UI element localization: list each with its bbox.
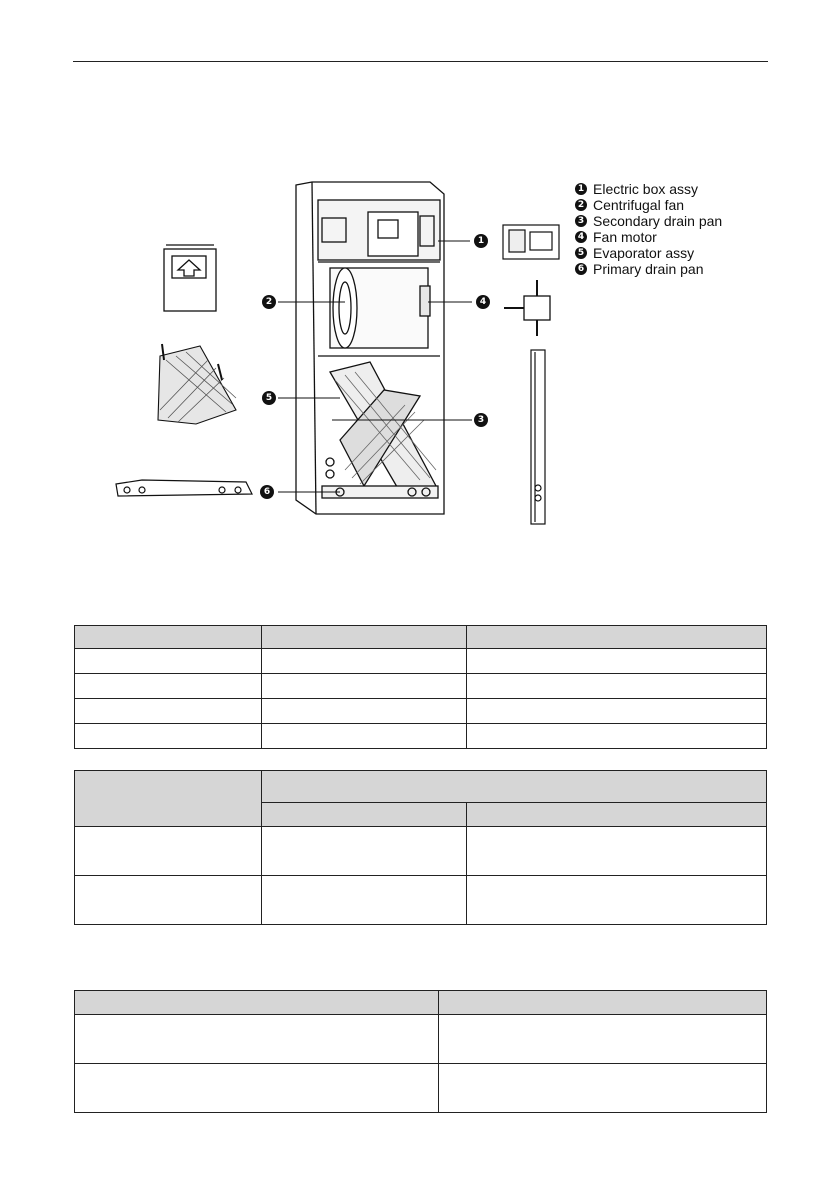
table-row — [75, 1064, 767, 1113]
table-cell — [467, 876, 767, 925]
table-cell — [262, 649, 467, 674]
legend-label: Evaporator assy — [593, 245, 695, 261]
table-cell — [75, 699, 262, 724]
table-cell — [75, 827, 262, 876]
legend-num: 2 — [575, 199, 587, 211]
legend-item — [575, 181, 722, 197]
table-header-row — [75, 771, 767, 803]
legend-label: Primary drain pan — [593, 261, 704, 277]
header-cell — [75, 771, 262, 827]
table-row — [75, 674, 767, 699]
header-cell — [262, 771, 767, 803]
legend-num: 6 — [575, 263, 587, 275]
legend-item — [575, 245, 722, 261]
table-cell — [467, 674, 767, 699]
callout-4: 4 — [476, 295, 490, 309]
legend-num: 5 — [575, 247, 587, 259]
table-cell — [75, 1064, 439, 1113]
legend-num: 4 — [575, 231, 587, 243]
table-header-row — [75, 991, 767, 1015]
specification-table-1 — [74, 625, 767, 749]
table-row — [75, 649, 767, 674]
legend-label: Fan motor — [593, 229, 657, 245]
table-cell — [467, 827, 767, 876]
table-cell — [467, 699, 767, 724]
fan-motor-part — [504, 280, 550, 336]
callout-3: 3 — [474, 413, 488, 427]
table-row — [75, 699, 767, 724]
evaporator-coil-part — [158, 344, 236, 424]
legend-item — [575, 197, 722, 213]
legend-num: 1 — [575, 183, 587, 195]
table-row — [75, 724, 767, 749]
table-cell — [262, 699, 467, 724]
legend-label: Centrifugal fan — [593, 197, 685, 213]
header-cell — [467, 626, 767, 649]
parts-legend — [575, 181, 722, 277]
table-row — [75, 827, 767, 876]
specification-table-2 — [74, 770, 767, 925]
callout-5: 5 — [262, 391, 276, 405]
table-header-row — [75, 626, 767, 649]
air-handler-cabinet — [296, 182, 444, 514]
header-cell — [262, 626, 467, 649]
secondary-drain-pan-part — [531, 350, 545, 524]
callout-1: 1 — [474, 234, 488, 248]
table-cell — [262, 827, 467, 876]
header-cell — [439, 991, 767, 1015]
legend-label: Secondary drain pan — [593, 213, 723, 229]
table-cell — [75, 876, 262, 925]
table-cell — [75, 674, 262, 699]
table-cell — [439, 1064, 767, 1113]
legend-label: Electric box assy — [593, 181, 699, 197]
table-cell — [75, 1015, 439, 1064]
header-cell — [75, 991, 439, 1015]
header-cell — [75, 626, 262, 649]
legend-num: 3 — [575, 215, 587, 227]
legend-item — [575, 213, 722, 229]
table-cell — [439, 1015, 767, 1064]
electric-box-part — [503, 225, 559, 259]
table-cell — [467, 649, 767, 674]
specification-table-3 — [74, 990, 767, 1113]
legend-item — [575, 261, 722, 277]
table-row — [75, 1015, 767, 1064]
table-cell — [262, 876, 467, 925]
header-cell — [262, 803, 467, 827]
header-cell — [467, 803, 767, 827]
callout-2: 2 — [262, 295, 276, 309]
table-cell — [75, 649, 262, 674]
table-cell — [75, 724, 262, 749]
table-cell — [262, 674, 467, 699]
legend-item — [575, 229, 722, 245]
table-row — [75, 876, 767, 925]
table-cell — [467, 724, 767, 749]
primary-drain-pan-part — [116, 480, 252, 496]
callout-6: 6 — [260, 485, 274, 499]
exploded-view-diagram — [0, 0, 840, 560]
filter-panel — [164, 245, 216, 311]
table-cell — [262, 724, 467, 749]
